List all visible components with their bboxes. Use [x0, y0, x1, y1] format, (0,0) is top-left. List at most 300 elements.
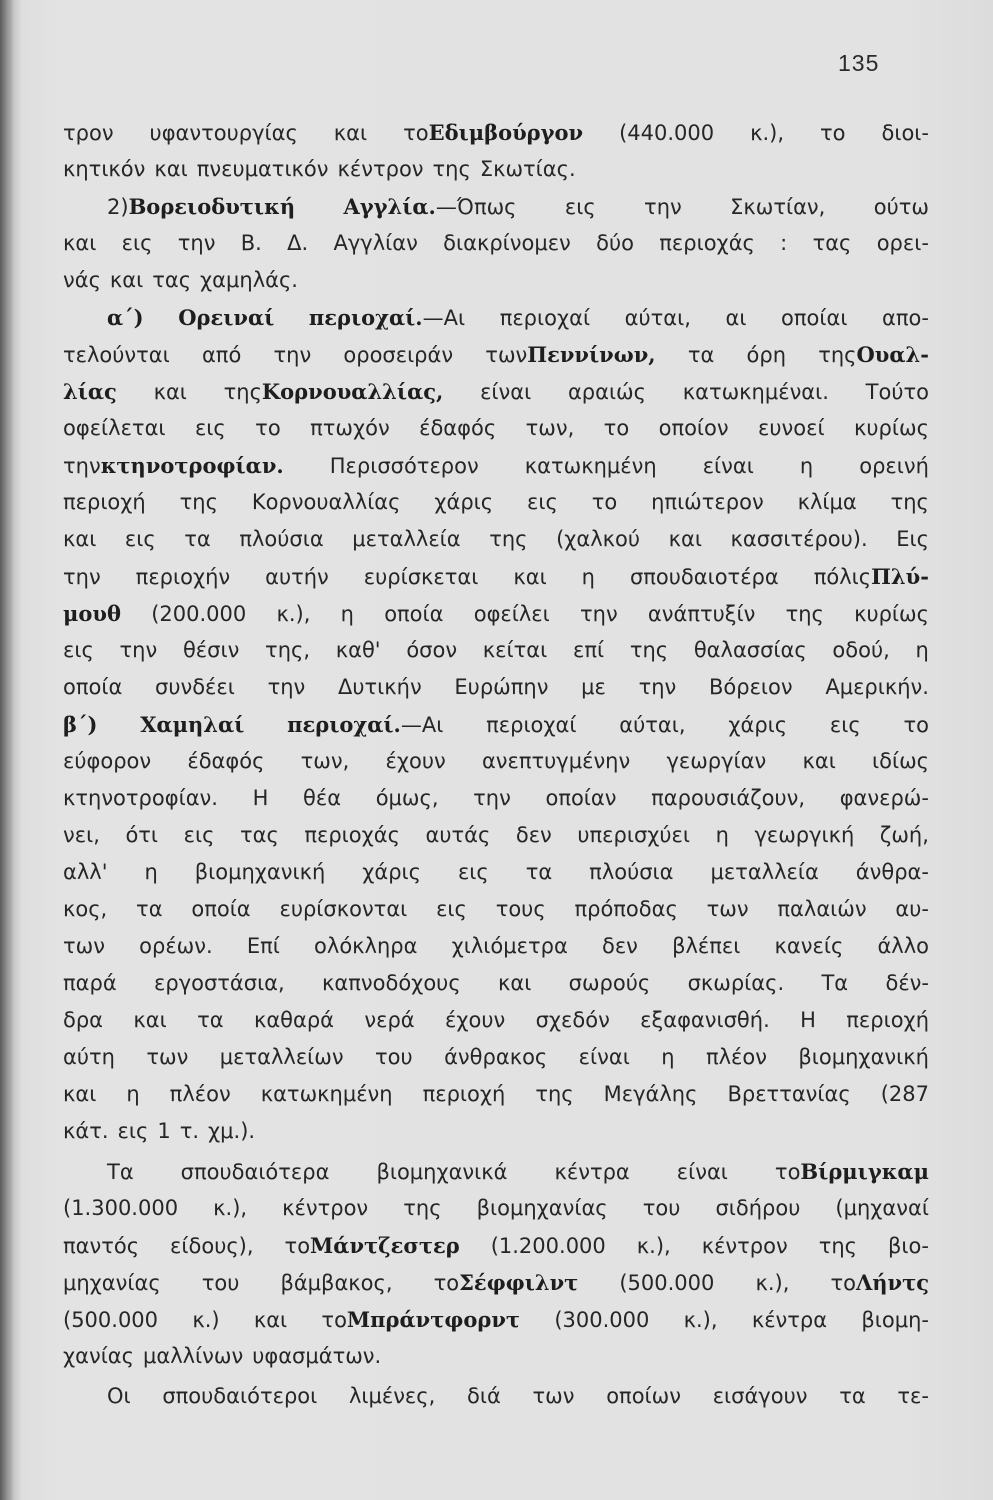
- bold-term: Πεννίνων,: [527, 342, 656, 367]
- word: [702, 1228, 788, 1265]
- word: [133, 1002, 166, 1039]
- word-part: περιοχαί: [499, 306, 591, 330]
- word: [343, 188, 516, 226]
- word-part: αλλ': [63, 860, 108, 884]
- word: [813, 225, 852, 262]
- word-part: και: [802, 749, 836, 773]
- word: [491, 1228, 606, 1265]
- word-part: νει,: [63, 823, 100, 847]
- word-part: της: [179, 490, 218, 514]
- word-part: εις: [829, 713, 861, 737]
- text-line: [63, 521, 929, 558]
- bold-term: Βορειοδυτική: [128, 194, 296, 219]
- word: [224, 373, 444, 411]
- word: [434, 1264, 579, 1302]
- word-part: εισάγουν: [712, 1384, 808, 1408]
- word-part: πρόποδας: [574, 897, 678, 921]
- word-part: χμ.).: [208, 1119, 256, 1143]
- word: [859, 448, 929, 485]
- word: [596, 225, 634, 262]
- word-part: η: [581, 565, 595, 589]
- word-part: εύφορον: [63, 749, 152, 773]
- word-part: Περισσότερον: [329, 454, 479, 478]
- word: [63, 410, 166, 447]
- word-part: εις: [183, 823, 215, 847]
- word-part: ευρίσκονται: [279, 897, 408, 921]
- word-part: μεταλλεία: [352, 527, 461, 551]
- word-part: από: [201, 343, 242, 367]
- word-part: (μηχαναί: [835, 1196, 929, 1220]
- word-part: —Αι: [422, 306, 466, 330]
- word-part: —Όπως: [435, 195, 517, 219]
- word: [677, 1154, 728, 1191]
- word: [338, 151, 424, 188]
- word: [287, 225, 308, 262]
- word-part: οφείλεται: [63, 416, 166, 440]
- word-part: τα: [136, 897, 163, 921]
- text-line: [63, 1338, 929, 1375]
- word: [602, 928, 638, 965]
- word-part: δρα: [63, 1008, 104, 1032]
- word: [252, 484, 401, 521]
- word: [322, 965, 461, 1002]
- word-part: Επί: [246, 934, 280, 958]
- word-part: το: [284, 1234, 311, 1258]
- word: [445, 1002, 505, 1039]
- word: [630, 632, 668, 669]
- bold-term: β΄): [63, 712, 98, 737]
- word: [846, 1002, 929, 1039]
- word-part: τας: [239, 823, 279, 847]
- word-part: και: [63, 527, 97, 551]
- word: [683, 374, 829, 411]
- word-part: των: [532, 1384, 575, 1408]
- word: [480, 374, 531, 411]
- word: [474, 596, 550, 633]
- bold-term: Πλύ-: [871, 564, 929, 589]
- word: [63, 743, 151, 780]
- word: [802, 743, 835, 780]
- word: [581, 669, 606, 706]
- word-part: τα: [525, 860, 553, 884]
- word: [619, 707, 685, 744]
- word-part: η: [715, 823, 729, 847]
- word: [63, 1113, 109, 1150]
- book-spine-shadow: [0, 0, 14, 1500]
- word: [144, 854, 157, 891]
- word-part: διά: [467, 1384, 501, 1408]
- word-part: βιομη-: [861, 1308, 929, 1332]
- word-part: κητικόν: [63, 157, 146, 181]
- word: [775, 928, 844, 965]
- word: [63, 521, 96, 558]
- word: [406, 632, 457, 669]
- word: [301, 743, 350, 780]
- word: [639, 669, 677, 706]
- word-part: χάρις: [362, 860, 421, 884]
- word-part: ανεπτυγμένην: [481, 749, 631, 773]
- word: [483, 632, 547, 669]
- word: [285, 1227, 460, 1265]
- word-part: βάμβακος,: [280, 1271, 393, 1295]
- word-part: (200.000: [151, 602, 247, 626]
- text-line: [63, 299, 929, 336]
- word: [731, 521, 868, 558]
- word: [651, 484, 764, 521]
- word: [777, 891, 866, 928]
- text-line: [63, 558, 929, 595]
- word-part: νερά: [364, 1008, 415, 1032]
- word: [644, 189, 682, 226]
- word-part: εις: [527, 490, 558, 514]
- word: [63, 373, 117, 411]
- word: [485, 336, 655, 374]
- word-part: γεωργίαν: [666, 749, 767, 773]
- word: [500, 300, 590, 337]
- word: [287, 706, 443, 744]
- word: [240, 817, 279, 854]
- word: [122, 225, 153, 262]
- word-part: βιομηχανικά: [376, 1160, 508, 1184]
- text-line: [63, 114, 929, 151]
- word-part: θέσιν: [182, 638, 240, 662]
- word-part: Κορνουαλλίας: [251, 490, 401, 514]
- word: [200, 262, 298, 299]
- word: [403, 1190, 441, 1227]
- word-part: η: [340, 602, 354, 626]
- word-part: αυτάς: [425, 823, 491, 847]
- word-part: και: [668, 527, 702, 551]
- word-part: άνθρα-: [855, 860, 929, 884]
- word: [684, 1302, 718, 1339]
- word: [800, 1002, 816, 1039]
- word: [63, 854, 107, 891]
- text-line: [63, 1378, 929, 1415]
- word: [727, 1076, 850, 1113]
- word-part: επί: [572, 638, 605, 662]
- word-part: το: [591, 490, 618, 514]
- word-part: είναι: [676, 1160, 728, 1184]
- text-line: [63, 780, 929, 817]
- word: [239, 521, 323, 558]
- word-part: κατωκημέναι.: [682, 380, 829, 404]
- word-part: κατωκημένη: [260, 1082, 393, 1106]
- word: [118, 1113, 149, 1150]
- word: [443, 225, 571, 262]
- word: [854, 410, 929, 447]
- word-part: των: [485, 343, 528, 367]
- word-part: άνθρακος: [444, 1045, 548, 1069]
- word: [688, 965, 785, 1002]
- word-part: βιο-: [888, 1234, 929, 1258]
- word: [715, 1190, 800, 1227]
- word: [197, 151, 329, 188]
- bold-term: Βίρμιγκαμ: [800, 1159, 929, 1184]
- word: [872, 743, 929, 780]
- word-part: περιοχή: [63, 490, 146, 514]
- word: [881, 1076, 929, 1113]
- word: [666, 743, 766, 780]
- word-part: αυτήν: [265, 565, 329, 589]
- word-part: βιομηχανική: [194, 860, 326, 884]
- word: [775, 1153, 929, 1191]
- word-part: σπουδαιότερα: [180, 1160, 330, 1184]
- word: [573, 632, 604, 669]
- word: [195, 854, 326, 891]
- word: [155, 669, 235, 706]
- word-part: εις: [457, 860, 489, 884]
- word-part: μεταλλεία: [710, 860, 819, 884]
- word-part: (1.300.000: [63, 1196, 179, 1220]
- word-part: κείται: [482, 638, 548, 662]
- word: [569, 965, 651, 1002]
- word-part: τους: [495, 897, 546, 921]
- word-part: δεν: [515, 823, 552, 847]
- word-part: πνευματικόν: [196, 157, 329, 181]
- word: [752, 1302, 827, 1339]
- word: [261, 1076, 393, 1113]
- word: [334, 115, 367, 152]
- word-part: 1: [157, 1119, 171, 1143]
- word-part: θαλασσίας: [693, 638, 807, 662]
- word-part: οδού,: [832, 638, 890, 662]
- word-part: οφείλει: [473, 602, 550, 626]
- word-part: σπουδαιοτέρα: [629, 565, 779, 589]
- word-part: βιομηχανίας: [476, 1196, 608, 1220]
- word: [376, 1154, 507, 1191]
- word: [282, 1190, 368, 1227]
- word: [241, 225, 262, 262]
- word: [384, 596, 443, 633]
- word: [403, 114, 583, 152]
- word: [604, 1076, 698, 1113]
- word: [874, 189, 929, 226]
- word: [254, 1002, 334, 1039]
- word-part: την: [473, 786, 511, 810]
- word-part: των: [706, 897, 749, 921]
- word-part: Βρεττανίας: [727, 1082, 851, 1106]
- word-part: του: [642, 1196, 681, 1220]
- word-part: της: [432, 157, 471, 181]
- word-part: σχεδόν: [535, 1008, 610, 1032]
- word-part: παρουσιάζουν,: [651, 786, 806, 810]
- word-part: οροσειράν: [343, 343, 454, 367]
- word: [458, 854, 489, 891]
- text-line: [63, 1264, 929, 1301]
- word: [589, 854, 673, 891]
- word: [496, 891, 546, 928]
- word: [640, 1002, 770, 1039]
- word: [202, 1265, 240, 1302]
- word: [916, 632, 929, 669]
- word-part: το: [321, 1308, 347, 1332]
- word: [818, 336, 929, 374]
- word: [197, 1002, 224, 1039]
- word-part: κτηνοτροφίαν.: [63, 786, 218, 810]
- word: [694, 632, 807, 669]
- word: [63, 595, 121, 633]
- word-part: κ.),: [683, 1308, 718, 1332]
- word-part: η: [661, 1045, 675, 1069]
- word: [254, 1302, 287, 1339]
- bold-term: Λήντς: [855, 1270, 929, 1295]
- word: [321, 1301, 520, 1339]
- word-part: χάρις: [434, 490, 494, 514]
- word: [220, 1039, 344, 1076]
- word: [170, 1228, 254, 1265]
- bold-term: α΄): [107, 305, 144, 330]
- word-part: κανείς: [774, 934, 844, 958]
- word-part: Σκωτίαν,: [730, 195, 826, 219]
- word: [419, 410, 496, 447]
- word-part: το: [603, 416, 630, 440]
- page-number: 135: [838, 50, 880, 76]
- text-line: [63, 1076, 929, 1113]
- word-part: ζωή,: [879, 823, 929, 847]
- word: [107, 1378, 131, 1415]
- word-part: την: [267, 675, 306, 699]
- word: [839, 1378, 866, 1415]
- word-part: όμως,: [375, 786, 439, 810]
- word-part: η: [799, 454, 814, 478]
- word: [150, 115, 298, 152]
- word: [151, 596, 246, 633]
- word: [877, 928, 929, 965]
- word: [343, 337, 453, 374]
- word: [713, 1378, 808, 1415]
- word: [482, 743, 630, 780]
- word-part: έδαφός: [419, 416, 497, 440]
- word-part: το: [403, 121, 429, 145]
- word-part: Ευρώπην: [454, 675, 549, 699]
- word-part: περιοχάς: [304, 823, 400, 847]
- word-part: και: [497, 971, 532, 995]
- word: [580, 596, 618, 633]
- word: [423, 1076, 506, 1113]
- word: [181, 1154, 330, 1191]
- word: [143, 1338, 243, 1375]
- word: [489, 521, 527, 558]
- word-part: όσον: [406, 638, 458, 662]
- word: [268, 669, 306, 706]
- word: [619, 115, 714, 152]
- word: [758, 410, 825, 447]
- word-part: χαμηλάς.: [200, 268, 298, 292]
- word: [63, 1338, 134, 1375]
- word-part: κυρίως: [854, 416, 929, 440]
- word: [750, 115, 784, 152]
- word-part: του: [375, 1045, 413, 1069]
- word: [63, 1039, 115, 1076]
- word-part: και: [63, 1082, 97, 1106]
- word-part: Αμερικήν.: [825, 675, 929, 699]
- word-part: αύται,: [619, 713, 686, 737]
- word-part: ευρίσκεται: [363, 565, 479, 589]
- word: [63, 928, 105, 965]
- word: [364, 1002, 414, 1039]
- word-part: είναι: [702, 454, 754, 478]
- bold-term: Χαμηλαί: [140, 712, 245, 737]
- word: [606, 1378, 681, 1415]
- word-part: αύτη: [63, 1045, 115, 1069]
- word-part: και: [513, 565, 547, 589]
- word: [107, 299, 144, 337]
- bold-term: Εδιμβούργον: [428, 120, 584, 145]
- word-part: (500.000: [619, 1271, 715, 1295]
- word: [726, 300, 747, 337]
- word-part: το: [820, 121, 846, 145]
- word-part: ορέων.: [139, 934, 213, 958]
- word: [861, 1302, 929, 1339]
- word: [274, 337, 312, 374]
- word: [63, 559, 101, 596]
- word: [386, 743, 446, 780]
- word: [140, 706, 244, 744]
- word: [376, 780, 439, 817]
- word-part: Βόρειον: [709, 675, 793, 699]
- word-part: της: [818, 1234, 857, 1258]
- text-line: [63, 1153, 929, 1190]
- word: [536, 1002, 610, 1039]
- text-line: [63, 669, 929, 706]
- word-part: της: [890, 490, 929, 514]
- word: [433, 151, 471, 188]
- word-part: πλούσια: [589, 860, 674, 884]
- word: [444, 1039, 547, 1076]
- word: [202, 337, 241, 374]
- word: [125, 521, 156, 558]
- word: [568, 374, 646, 411]
- word-part: κέντρα: [751, 1308, 828, 1332]
- word-part: κλίμα: [797, 490, 857, 514]
- word: [659, 225, 755, 262]
- word-part: διακρίνομεν: [443, 231, 571, 255]
- word-part: οποίον: [658, 416, 729, 440]
- word: [265, 559, 329, 596]
- word: [63, 337, 170, 374]
- word-part: 2): [107, 195, 129, 219]
- word: [136, 891, 163, 928]
- word: [619, 1265, 714, 1302]
- word-part: χάρις: [728, 713, 788, 737]
- word: [63, 1190, 178, 1227]
- word: [304, 817, 400, 854]
- word-part: κάτ.: [63, 1119, 109, 1143]
- word-part: παντός: [63, 1234, 140, 1258]
- word: [903, 707, 929, 744]
- word-part: ηπιώτερον: [651, 490, 764, 514]
- word-part: Σκωτίας.: [479, 157, 576, 181]
- word: [825, 669, 929, 706]
- word-part: η: [915, 638, 929, 662]
- word: [513, 559, 546, 596]
- text-line: [63, 1002, 929, 1039]
- word-part: και: [63, 231, 97, 255]
- word-part: περιοχή: [422, 1082, 506, 1106]
- word-part: απο-: [882, 306, 929, 330]
- word: [880, 817, 929, 854]
- bold-term: περιοχαί.: [287, 712, 401, 737]
- word: [526, 854, 553, 891]
- word-part: αυ-: [895, 897, 929, 921]
- word: [780, 225, 787, 262]
- word-part: τ.: [179, 1119, 200, 1143]
- text-line: [63, 706, 929, 743]
- word-part: πτωχόν: [310, 416, 390, 440]
- word-part: την: [63, 454, 101, 478]
- word: [152, 262, 191, 299]
- text-line: [63, 484, 929, 521]
